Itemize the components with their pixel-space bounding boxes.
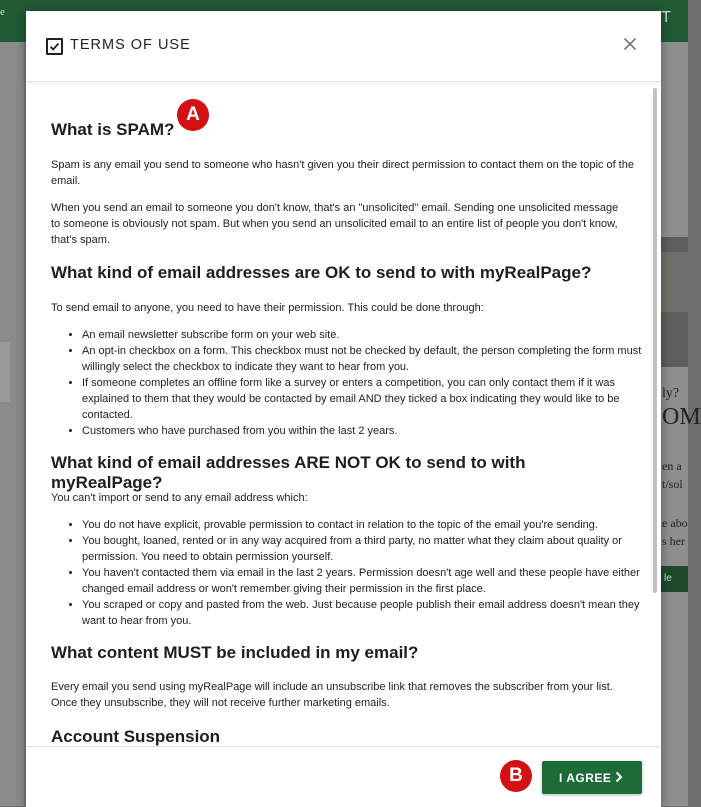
paragraph: To send email to anyone, you need to have their permission. This could be done through: (51, 302, 484, 314)
modal-header (26, 11, 661, 82)
agree-button-label: I AGREE (559, 771, 612, 785)
background-logo: e (0, 6, 5, 18)
modal-body[interactable] (26, 82, 661, 746)
background-text-fragment: ly? (662, 386, 680, 401)
scrollbar-thumb[interactable] (653, 88, 657, 593)
background-left-panel (0, 42, 24, 806)
permission-list (51, 327, 642, 439)
paragraph: Spam is any email you send to someone who hasn't given you their direct permission to contact them on the topic of the email. (51, 159, 634, 187)
list-item: • You bought, loaned, rented or in any way acquired from a third party, no matter what they claim about quality or permission. You need to obtain permission yourself. (82, 533, 657, 565)
section-heading: What kind of email addresses ARE NOT OK to send to with myRealPage? (51, 453, 526, 492)
background-button (660, 566, 688, 592)
background-button-label: le (664, 573, 672, 584)
prohibited-list (51, 517, 657, 629)
section-heading: What content MUST be included in my email? (51, 643, 419, 662)
list-item: • If someone completes an offline form like a survey or enters a competition, you can only contact them if it was explained to them that they would be contacted by email AND they ticked a box indicating they would like to be contacted. (82, 375, 642, 423)
list-item: • You do not have explicit, provable permission to contact in relation to the topic of the email you're sending. (82, 517, 657, 533)
paragraph: Every email you send using myRealPage will include an unsubscribe link that removes the subscriber from your list. Once they unsubscribe, they will not receive further marketing emails. (51, 681, 613, 709)
section-heading: Account Suspension (51, 727, 221, 746)
section-heading: What is SPAM? (51, 120, 175, 139)
background-text-fragment: t/sol (662, 477, 683, 491)
list-item: • An email newsletter subscribe form on your web site. (82, 327, 642, 343)
list-item: • An opt-in checkbox on a form. This checkbox must not be checked by default, the person completing the form must willingly select the checkbox to indicate they want to hear from you. (82, 343, 642, 375)
annotation-badge-b: B (500, 760, 532, 792)
checkbox-checked-icon (46, 38, 63, 55)
agree-button[interactable] (542, 761, 642, 794)
background-listing-image-detail (660, 252, 688, 312)
list-item: • Customers who have purchased from you within the last 2 years. (82, 423, 642, 439)
close-icon[interactable] (622, 36, 638, 52)
annotation-badge-a: A (177, 99, 209, 131)
paragraph: You can't import or send to any email address which: (51, 492, 308, 504)
paragraph: When you send an email to someone you don't know, that's an "unsolicited" email. Sending one unsolicited message to someone is obviously not spam. But when you send an unsolicited email to an entire list of people you don't know, that's spam. (51, 202, 619, 246)
terms-of-use-modal (26, 11, 661, 806)
background-topbar-text: T (661, 9, 672, 26)
background-text-fragment: OM (662, 404, 701, 430)
chevron-right-icon (613, 770, 625, 789)
background-text-fragment: s her (662, 534, 685, 548)
background-right-panel (660, 42, 701, 806)
modal-title: TERMS OF USE (70, 37, 191, 53)
background-text-fragment: en a (662, 459, 682, 473)
list-item: • You scraped or copy and pasted from the web. Just because people publish their email address doesn't mean they want to hear from you. (82, 597, 657, 629)
modal-footer (26, 746, 661, 807)
background-text-fragment: e abo (662, 516, 688, 530)
list-item: • You haven't contacted them via email in the last 2 years. Permission doesn't age well and these people have either changed email address or won't remember giving their permission in the first place. (82, 565, 657, 597)
section-heading: What kind of email addresses are OK to send to with myRealPage? (51, 263, 592, 282)
